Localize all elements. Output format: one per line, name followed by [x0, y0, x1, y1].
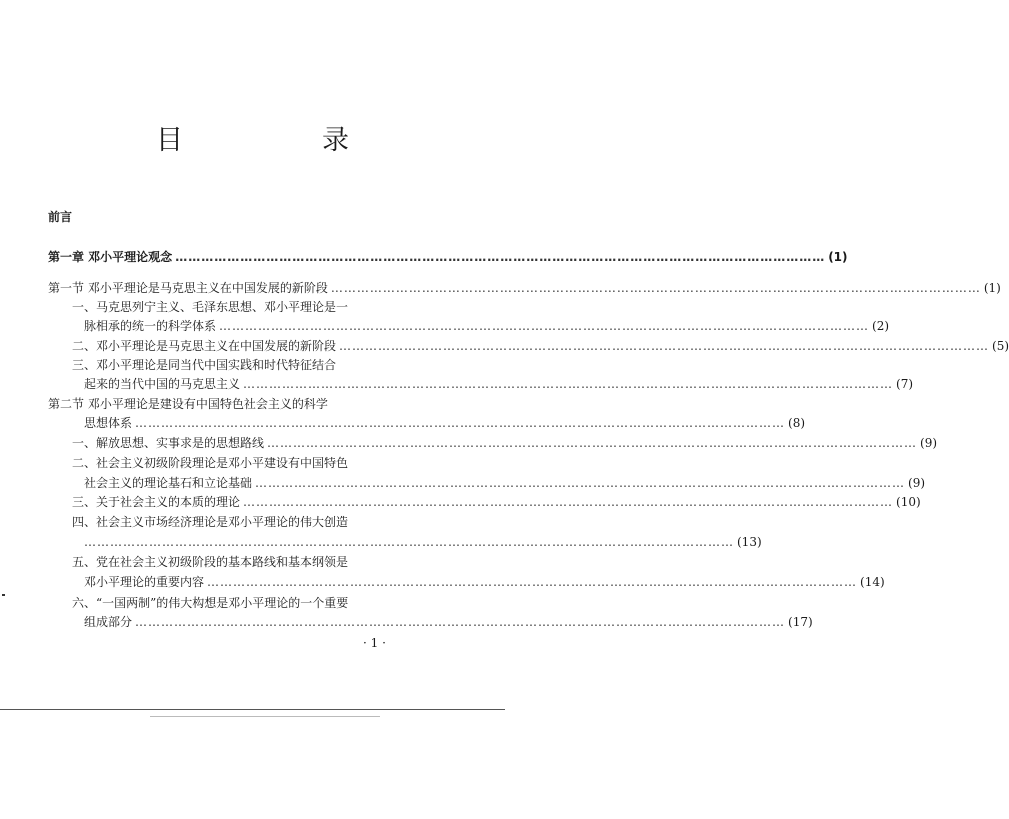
toc-entry-text: 二、社会主义初级阶段理论是邓小平建设有中国特色: [72, 456, 349, 470]
toc-page-number: (7): [896, 377, 914, 391]
toc-entry-text: 一、马克思列宁主义、毛泽东思想、邓小平理论是一: [72, 300, 349, 314]
toc-item: [72, 358, 414, 372]
toc-entry-text: 一、解放思想、实事求是的思想路线: [72, 436, 265, 450]
toc-item: [72, 555, 414, 569]
toc-entry-text: 社会主义的理论基石和立论基础: [84, 476, 253, 490]
toc-entry-text: 组成部分: [84, 615, 133, 629]
toc-page-number: (8): [788, 416, 806, 430]
toc-page-number: (5): [992, 339, 1009, 353]
leader-dots: ……………………………………………………………………………………………………………………………………: [135, 615, 786, 629]
toc-section-2-cont: [84, 416, 806, 430]
toc-entry-text: 六、“一国两制”的伟大构想是邓小平理论的一个重要: [72, 596, 349, 610]
leader-dots: ……………………………………………………………………………………………………………………………………: [135, 416, 786, 430]
toc-entry-text: 第一章 邓小平理论观念: [48, 250, 173, 264]
toc-page-number: (9): [908, 476, 926, 490]
toc-entry-text: 三、邓小平理论是同当代中国实践和时代特征结合: [72, 358, 337, 372]
leader-dots: ……………………………………………………………………………………………………………………………………: [339, 339, 990, 353]
scan-speck: [2, 594, 5, 596]
toc-page-number: (1): [828, 250, 848, 264]
toc-entry-text: 第二节 邓小平理论是建设有中国特色社会主义的科学: [48, 397, 328, 411]
toc-page-number: (13): [737, 535, 762, 549]
page-folio: · 1 ·: [363, 636, 386, 650]
toc-section-2: [48, 397, 414, 411]
toc-entry-text: 三、关于社会主义的本质的理论: [72, 495, 241, 509]
leader-dots: ……………………………………………………………………………………………………………………………………: [330, 281, 981, 295]
toc-item: [72, 495, 921, 509]
toc-item: [84, 319, 890, 333]
toc-entry-text: 起来的当代中国的马克思主义: [84, 377, 241, 391]
leader-dots: ……………………………………………………………………………………………………………………………………: [267, 436, 918, 450]
leader-dots: ……………………………………………………………………………………………………………………………………: [207, 575, 858, 589]
toc-item: [72, 596, 414, 610]
toc-section-1: [48, 281, 1001, 295]
toc-item: [84, 575, 885, 589]
toc-item: [84, 535, 762, 549]
toc-item: [72, 339, 1009, 353]
toc-chapter-1: [48, 250, 848, 264]
toc-entry-text: 脉相承的统一的科学体系: [84, 319, 217, 333]
toc-page-number: (10): [896, 495, 921, 509]
leader-dots: ……………………………………………………………………………………………………………………………………: [175, 250, 826, 264]
scan-edge-line: [0, 709, 505, 710]
toc-page-number: (2): [872, 319, 890, 333]
page-title: 目 录: [156, 125, 405, 156]
toc-item: [84, 377, 914, 391]
preface-heading: 前言: [48, 210, 73, 224]
leader-dots: ……………………………………………………………………………………………………………………………………: [84, 535, 734, 549]
toc-entry-text: 四、社会主义市场经济理论是邓小平理论的伟大创造: [72, 515, 349, 529]
toc-entry-text: 五、党在社会主义初级阶段的基本路线和基本纲领是: [72, 555, 349, 569]
toc-page-number: (14): [860, 575, 885, 589]
toc-item: [84, 615, 813, 629]
leader-dots: ……………………………………………………………………………………………………………………………………: [255, 476, 906, 490]
leader-dots: ……………………………………………………………………………………………………………………………………: [243, 495, 894, 509]
toc-entry-text: 二、邓小平理论是马克思主义在中国发展的新阶段: [72, 339, 337, 353]
toc-item: [84, 476, 926, 490]
toc-page-number: (9): [920, 436, 938, 450]
toc-entry-text: 第一节 邓小平理论是马克思主义在中国发展的新阶段: [48, 281, 328, 295]
toc-page-number: (1): [983, 281, 1001, 295]
toc-entry-text: 邓小平理论的重要内容: [84, 575, 205, 589]
toc-page-number: (17): [788, 615, 813, 629]
toc-item: [72, 456, 414, 470]
leader-dots: ……………………………………………………………………………………………………………………………………: [219, 319, 870, 333]
toc-item: [72, 436, 938, 450]
leader-dots: ……………………………………………………………………………………………………………………………………: [243, 377, 894, 391]
toc-entry-text: 思想体系: [84, 416, 133, 430]
toc-item: [72, 515, 414, 529]
scan-edge-line: [150, 716, 380, 717]
toc-item: [72, 300, 414, 314]
